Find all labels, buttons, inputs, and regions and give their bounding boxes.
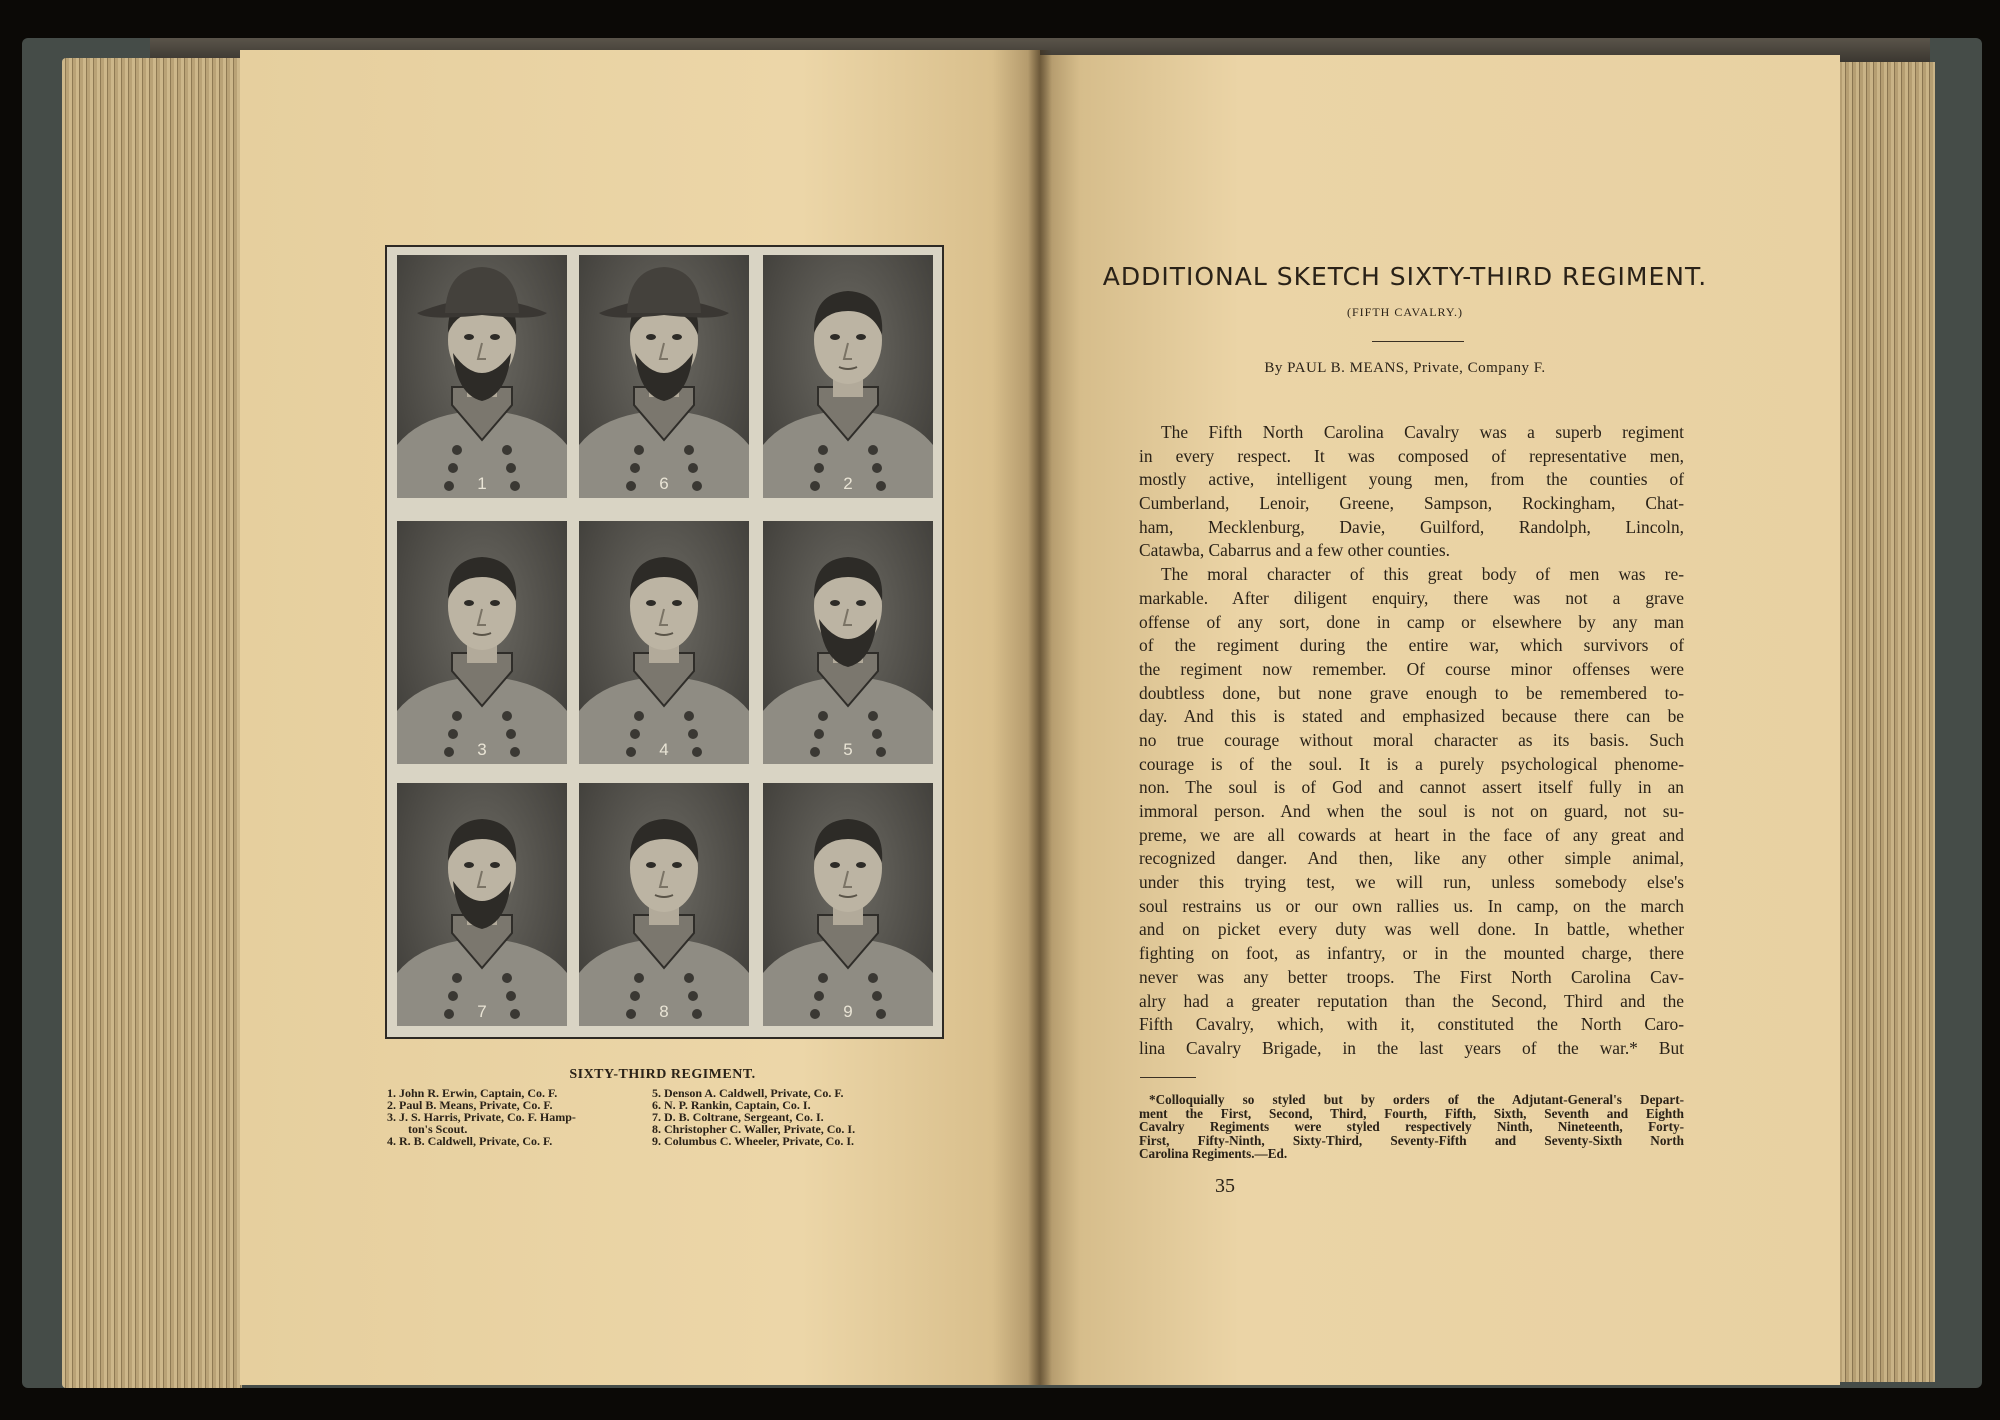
page-edges-right — [1835, 62, 1935, 1382]
plate-caption-title: SIXTY-THIRD REGIMENT. — [569, 1067, 756, 1082]
footnote-rule — [1140, 1077, 1196, 1078]
portrait-photo — [763, 521, 933, 764]
caption-entry: 5. Denson A. Caldwell, Private, Co. F. — [652, 1086, 844, 1100]
caption-entry: 8. Christopher C. Waller, Private, Co. I. — [652, 1122, 856, 1136]
article-line: never was any better troops. The First North Carolina Cav- — [1139, 966, 1684, 987]
article-line: of the regiment during the entire war, which survivors of — [1139, 635, 1684, 656]
footnote-line: Cavalry Regiments were styled respectively Ninth, Nineteenth, Forty- — [1139, 1119, 1684, 1135]
article-body — [1139, 421, 1684, 1061]
article-line: Catawba, Cabarrus and a few other counties. — [1139, 540, 1450, 561]
portrait-number: 8 — [659, 1002, 669, 1021]
article-line: recognized danger. And then, like any other simple animal, — [1139, 848, 1684, 869]
article-line: preme, we are all cowards at heart in the face of any great and — [1139, 824, 1684, 845]
article-line: non. The soul is of God and cannot assert itself fully in an — [1139, 777, 1684, 798]
page-number: 35 — [1215, 1175, 1235, 1197]
article-line: Cumberland, Lenoir, Greene, Sampson, Rockingham, Chat- — [1139, 493, 1684, 514]
article-line: doubtless done, but none grave enough to be remembered to- — [1139, 682, 1684, 703]
article-line: fighting on foot, as infantry, or in the mounted charge, there — [1139, 943, 1684, 964]
article-line: the regiment now remember. Of course minor offenses were — [1139, 658, 1684, 679]
article-line: ham, Mecklenburg, Davie, Guilford, Randolph, Lincoln, — [1139, 516, 1684, 537]
portrait-number: 1 — [477, 474, 487, 493]
portrait-photo — [397, 783, 567, 1026]
article-line: under this trying test, we will run, unless somebody else's — [1139, 872, 1684, 893]
caption-entry: 6. N. P. Rankin, Captain, Co. I. — [652, 1098, 811, 1112]
article-heading: ADDITIONAL SKETCH SIXTY-THIRD REGIMENT. — [1102, 262, 1708, 291]
book-gutter — [1028, 50, 1052, 1385]
footnote-line: *Colloquially so styled but by orders of the Adjutant-General's Depart- — [1149, 1092, 1684, 1107]
article-line: and on picket every duty was well done. In battle, whether — [1139, 919, 1684, 940]
article-line: lina Cavalry Brigade, in the last years of the war.* But — [1139, 1037, 1684, 1058]
heading-rule — [1372, 341, 1464, 342]
caption-list-right — [652, 1087, 855, 1147]
article-line: The moral character of this great body of men was re- — [1161, 564, 1684, 585]
article-line: immoral person. And when the soul is not on guard, not su- — [1139, 801, 1684, 821]
caption-entry: 2. Paul B. Means, Private, Co. F. — [387, 1098, 553, 1112]
footnote-line: First, Fifty-Ninth, Sixty-Third, Seventy-Fifth and Seventy-Sixth North — [1139, 1132, 1684, 1148]
article-line: in every respect. It was composed of representative men, — [1139, 445, 1684, 466]
portrait-number: 2 — [843, 474, 853, 493]
article-line: soul restrains us or our own rallies us. In camp, on the march — [1139, 895, 1684, 916]
footnote-line: ment the First, Second, Third, Fourth, Fifth, Sixth, Seventh and Eighth — [1139, 1105, 1684, 1121]
article-line: alry had a greater reputation than the Second, Third and the — [1139, 990, 1684, 1011]
article-footnote — [1139, 1093, 1684, 1161]
article-byline: By PAUL B. MEANS, Private, Company F. — [1264, 360, 1546, 376]
caption-entry: 3. J. S. Harris, Private, Co. F. Hamp- — [387, 1110, 576, 1124]
article-line: markable. After diligent enquiry, there was not a grave — [1139, 587, 1684, 608]
portrait-photo — [763, 255, 933, 498]
portrait-number: 4 — [659, 740, 669, 759]
portrait-number: 5 — [843, 740, 853, 759]
caption-list-left — [387, 1087, 576, 1147]
caption-entry: 9. Columbus C. Wheeler, Private, Co. I. — [652, 1134, 854, 1148]
portrait-number: 7 — [477, 1002, 487, 1021]
caption-entry: 7. D. B. Coltrane, Sergeant, Co. I. — [652, 1110, 824, 1124]
portrait-number: 6 — [659, 474, 669, 493]
article-line: Fifth Cavalry, which, with it, constituted the North Caro- — [1139, 1014, 1684, 1035]
article-subheading: (FIFTH CAVALRY.) — [1346, 305, 1464, 319]
article-line: no true courage without moral character as its basis. Such — [1139, 729, 1684, 750]
portrait-photo — [579, 255, 749, 498]
portrait-photo — [397, 521, 567, 764]
portrait-number: 3 — [477, 740, 487, 759]
portrait-photo — [579, 521, 749, 764]
portrait-photo — [763, 783, 933, 1026]
portrait-photo — [397, 255, 567, 498]
article-line: offense of any sort, done in camp or elsewhere by any man — [1139, 611, 1684, 632]
article-line: day. And this is stated and emphasized because there can be — [1139, 706, 1684, 727]
article-line: The Fifth North Carolina Cavalry was a superb regiment — [1161, 422, 1684, 442]
article-line: mostly active, intelligent young men, from the counties of — [1139, 469, 1684, 490]
portrait-plate — [385, 245, 944, 1039]
portrait-photo — [579, 783, 749, 1026]
caption-entry: 1. John R. Erwin, Captain, Co. F. — [387, 1086, 558, 1100]
caption-entry: 4. R. B. Caldwell, Private, Co. F. — [387, 1134, 553, 1148]
footnote-line: Carolina Regiments.—Ed. — [1139, 1146, 1288, 1162]
article-line: courage is of the soul. It is a purely psychological phenome- — [1139, 753, 1684, 774]
caption-entry: ton's Scout. — [387, 1122, 468, 1136]
portrait-number: 9 — [843, 1002, 853, 1021]
page-edges-left — [62, 58, 242, 1388]
